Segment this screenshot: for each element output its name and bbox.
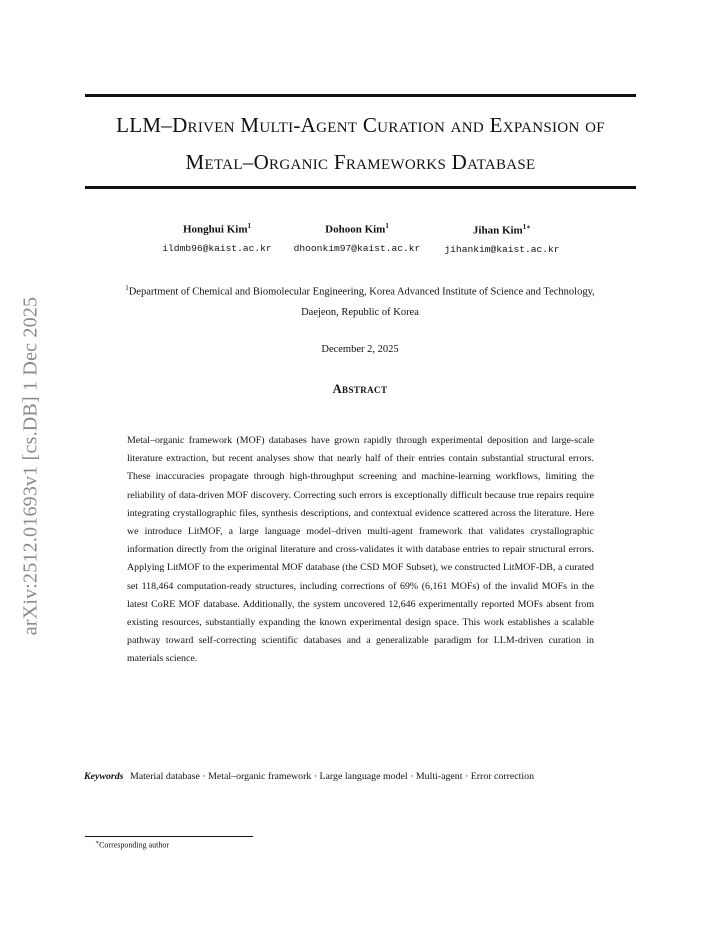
abstract-heading: Abstract xyxy=(332,382,388,396)
paper-title-line-1: LLM–Driven Multi-Agent Curation and Expansion of xyxy=(116,113,605,137)
author-name: Honghui Kim$^1$ xyxy=(183,222,251,236)
title-bottom-rule xyxy=(85,186,636,189)
affiliation: $^1$Department of Chemical and Biomolecular Engineering, Korea Advanced Institute of Science and Technology, Daejeon, Republic of Korea xyxy=(125,284,595,318)
author-block xyxy=(282,222,432,254)
author-email: jihankim@kaist.ac.kr xyxy=(444,243,560,255)
footnote-rule xyxy=(85,836,253,837)
abstract-body: Metal–organic framework (MOF) databases have grown rapidly through experimental deposition and large-scale literature extraction, but recent analyses show that nearly half of their entries contain substantial structural errors. These inaccuracies propagate through high-throughput screening and machine-learning workflows, limiting the reliability of data-driven MOF discovery. Correcting such errors is exceptionally difficult because true repairs require integrating crystallographic files, synthesis descriptions, and contextual evidence scattered across the literature. Here we introduce LitMOF, a large language model–driven multi-agent framework that validates crystallographic information directly from the original literature and cross-validates it with database entries to repair structural errors. Applying LitMOF to the experimental MOF database (the CSD MOF Subset), we constructed LitMOF-DB, a curated set 118,464 computation-ready structures, including corrections of 69% (6,161 MOFs) of the invalid MOFs in the latest CoRE MOF database. Additionally, the system uncovered 12,646 experimentally reported MOFs absent from existing resources, substantially expanding the known experimental design space. This work establishes a scalable pathway toward self-correcting scientific databases and a generalizable paradigm for LLM-driven curation in materials science. xyxy=(127,435,594,665)
keywords-label: Keywords xyxy=(84,771,124,782)
keywords xyxy=(84,771,644,782)
arxiv-identifier: arXiv:2512.01693v1 [cs.DB] 1 Dec 2025 xyxy=(19,296,42,636)
title-top-rule xyxy=(85,94,636,97)
author-name: Jihan Kim$^{1∗}$ xyxy=(472,223,532,237)
author-email: dhoonkim97@kaist.ac.kr xyxy=(293,242,421,254)
author-block xyxy=(142,222,292,254)
author-email: ildmb96@kaist.ac.kr xyxy=(162,242,272,254)
footnote: ∗Corresponding author xyxy=(95,840,170,850)
publication-date: December 2, 2025 xyxy=(321,344,399,355)
author-block xyxy=(427,222,577,255)
author-name: Dohoon Kim$^1$ xyxy=(325,222,389,236)
paper-title-line-2: Metal–Organic Frameworks Database xyxy=(185,150,536,174)
keywords-list: Material database · Metal–organic framework · Large language model · Multi-agent · Error correction xyxy=(129,771,535,782)
author-list xyxy=(130,222,590,262)
